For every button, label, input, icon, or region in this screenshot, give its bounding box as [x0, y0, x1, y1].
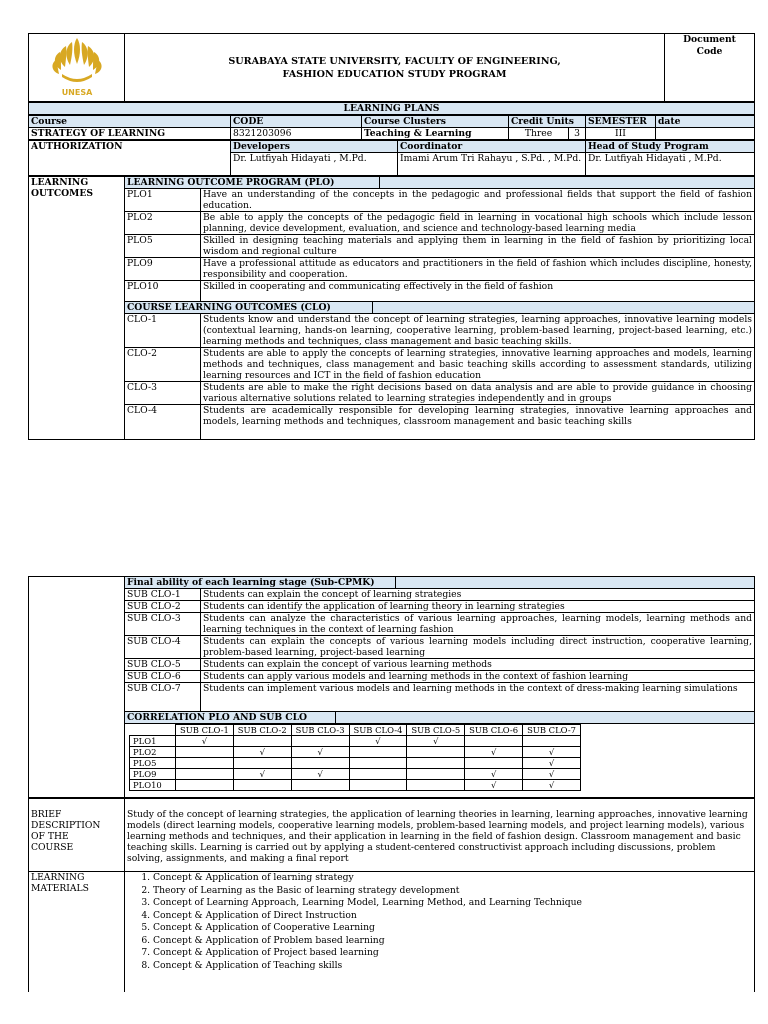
- subclo-text: Students can implement various models and learning methods in the context of dress-making learning simulations: [201, 683, 755, 712]
- plo-heading: LEARNING OUTCOME PROGRAM (PLO): [125, 177, 380, 188]
- plo-text: Skilled in cooperating and communicating effectively in the field of fashion: [201, 281, 755, 302]
- materials-item: 2. Theory of Learning as the Basic of learning strategy development: [153, 885, 752, 898]
- materials-cell: [125, 872, 755, 993]
- corr-mark: √: [523, 780, 581, 791]
- corr-mark: [349, 758, 407, 769]
- header-table: [28, 33, 755, 102]
- subclo-text: Students can identify the application of learning theory in learning strategies: [201, 601, 755, 613]
- corr-mark: [407, 780, 465, 791]
- corr-mark: √: [233, 769, 291, 780]
- corr-mark: [291, 780, 349, 791]
- developers-value: Dr. Lutfiyah Hidayati , M.Pd.: [231, 153, 398, 176]
- clo-text: Students are able to make the right decisions based on data analysis and are able to provide guidance in choosing various alternative solutions related to learning strategies independently and in groups: [201, 382, 755, 405]
- subclo-id: SUB CLO-5: [125, 659, 201, 671]
- subclo-text: Students can apply various models and learning methods in the context of fashion learning: [201, 671, 755, 683]
- materials-item: 6. Concept & Application of Problem based learning: [153, 935, 752, 948]
- head-value: Dr. Lutfiyah Hidayati , M.Pd.: [586, 153, 755, 176]
- corr-mark: [233, 758, 291, 769]
- document-code: [665, 34, 755, 102]
- brief-table: [28, 798, 755, 992]
- doc-code-label: Document: [683, 34, 736, 45]
- outcomes-table: [28, 176, 755, 440]
- corr-mark: √: [233, 747, 291, 758]
- corr-mark: √: [523, 747, 581, 758]
- corr-col-header: SUB CLO-4: [349, 725, 407, 736]
- subclo-id: SUB CLO-1: [125, 589, 201, 601]
- clo-id: CLO-4: [125, 405, 201, 440]
- doc-code-label-2: Code: [696, 46, 723, 57]
- title-line-2: FASHION EDUCATION STUDY PROGRAM: [282, 68, 507, 80]
- materials-list: [127, 872, 752, 972]
- materials-item: 4. Concept & Application of Direct Instruction: [153, 910, 752, 923]
- corr-mark: [349, 780, 407, 791]
- corr-mark: [291, 736, 349, 747]
- brief-label-line: DESCRIPTION: [31, 820, 101, 831]
- brief-label-line: BRIEF: [31, 809, 62, 820]
- corr-col-header: SUB CLO-3: [291, 725, 349, 736]
- corr-mark: [407, 758, 465, 769]
- head-label: Head of Study Program: [586, 141, 755, 153]
- plo-id: PLO10: [125, 281, 201, 302]
- corr-mark: [176, 758, 234, 769]
- subclo-heading-cell: [125, 577, 755, 589]
- subclo-id: SUB CLO-2: [125, 601, 201, 613]
- semester-value: III: [586, 128, 656, 140]
- course-table: [28, 115, 755, 140]
- clo-id: CLO-1: [125, 314, 201, 348]
- corr-mark: √: [407, 736, 465, 747]
- unesa-logo-icon: [42, 34, 112, 98]
- corr-row-plo: PLO1: [130, 736, 176, 747]
- corr-mark: [291, 758, 349, 769]
- plan-title: LEARNING PLANS: [29, 103, 755, 115]
- outcomes-label-line-2: OUTCOMES: [31, 188, 93, 199]
- materials-label: [29, 872, 125, 993]
- semester-label: SEMESTER: [586, 116, 656, 128]
- corr-mark: [349, 747, 407, 758]
- corr-mark: [233, 736, 291, 747]
- subclo-table: [28, 576, 755, 798]
- subclo-left-blank: [29, 577, 125, 798]
- brief-label-line: OF THE: [31, 831, 69, 842]
- coordinator-label: Coordinator: [398, 141, 586, 153]
- plo-id: PLO2: [125, 212, 201, 235]
- materials-item: 3. Concept of Learning Approach, Learning Model, Learning Method, and Learning Technique: [153, 897, 752, 910]
- corr-mark: [465, 758, 523, 769]
- svg-text:UNESA: UNESA: [61, 88, 92, 97]
- correlation-cell: [125, 724, 755, 798]
- title-line-1: SURABAYA STATE UNIVERSITY, FACULTY OF ENGINEERING,: [228, 55, 561, 67]
- subclo-id: SUB CLO-6: [125, 671, 201, 683]
- corr-mark: [176, 747, 234, 758]
- corr-mark: √: [176, 736, 234, 747]
- corr-mark: √: [291, 747, 349, 758]
- course-label: Course: [29, 116, 231, 128]
- corr-mark: [349, 769, 407, 780]
- subclo-text: Students can analyze the characteristics of various learning approaches, learning models, learning methods and learning techniques in the context of learning fashion: [201, 613, 755, 636]
- corr-mark: √: [465, 747, 523, 758]
- corr-mark: √: [465, 769, 523, 780]
- coordinator-value: Imami Arum Tri Rahayu , S.Pd. , M.Pd.: [398, 153, 586, 176]
- clusters-label: Course Clusters: [362, 116, 509, 128]
- corr-mark: [523, 736, 581, 747]
- corr-col-header: SUB CLO-6: [465, 725, 523, 736]
- course-code: 8321203096: [231, 128, 362, 140]
- plo-id: PLO5: [125, 235, 201, 258]
- plo-id: PLO9: [125, 258, 201, 281]
- outcomes-label-line-1: LEARNING: [31, 177, 89, 188]
- subclo-text: Students can explain the concept of various learning methods: [201, 659, 755, 671]
- credit-label: Credit Units: [509, 116, 586, 128]
- corr-mark: √: [291, 769, 349, 780]
- subclo-text: Students can explain the concept of learning strategies: [201, 589, 755, 601]
- materials-item: 8. Concept & Application of Teaching skills: [153, 960, 752, 973]
- corr-row-plo: PLO9: [130, 769, 176, 780]
- materials-label-line: LEARNING: [31, 872, 85, 883]
- clo-text: Students are academically responsible for developing learning strategies, innovative learning approaches and models, learning methods and techniques, classroom management and basic teaching skills: [201, 405, 755, 440]
- date-value: [656, 128, 755, 140]
- corr-mark: √: [465, 780, 523, 791]
- code-label: CODE: [231, 116, 362, 128]
- plo-id: PLO1: [125, 189, 201, 212]
- corr-row-plo: PLO10: [130, 780, 176, 791]
- plan-title-table: [28, 102, 755, 115]
- subclo-id: SUB CLO-4: [125, 636, 201, 659]
- clo-heading-cell: [125, 302, 755, 314]
- date-label: date: [656, 116, 755, 128]
- plo-text: Have a professional attitude as educators and practitioners in the field of fashion which includes discipline, honesty, responsibility and cooperation.: [201, 258, 755, 281]
- corr-mark: √: [523, 758, 581, 769]
- corr-mark: [233, 780, 291, 791]
- corr-col-header: SUB CLO-7: [523, 725, 581, 736]
- corr-row-plo: PLO5: [130, 758, 176, 769]
- subclo-text: Students can explain the concepts of various learning models including direct instruction, cooperative learning, problem-based learning, project-based learning: [201, 636, 755, 659]
- plo-text: Be able to apply the concepts of the pedagogic field in learning in vocational high schools which include lesson planning, device development, evaluation, and science and technology-based learning media: [201, 212, 755, 235]
- correlation-heading-cell: [125, 712, 755, 724]
- clo-id: CLO-3: [125, 382, 201, 405]
- university-title: [125, 34, 665, 102]
- brief-label: [29, 799, 125, 872]
- corr-mark: √: [523, 769, 581, 780]
- materials-item: 5. Concept & Application of Cooperative Learning: [153, 922, 752, 935]
- corr-corner: [130, 725, 176, 736]
- brief-text: Study of the concept of learning strategies, the application of learning theories in learning, learning approaches, innovative learning models (direct learning models, cooperative learning models, problem-based learning models, and project learning models), various learning methods and techniques, and their application in learning in the field of fashion design. Classroom management and basic teaching skills. Learning is carried out by applying a student-centered constructivist approach including discussions, problem solving, assignments, and making a final report: [125, 799, 755, 872]
- corr-mark: [465, 736, 523, 747]
- correlation-matrix: [129, 724, 581, 791]
- corr-col-header: SUB CLO-2: [233, 725, 291, 736]
- clo-id: CLO-2: [125, 348, 201, 382]
- subclo-heading: Final ability of each learning stage (Sub-CPMK): [125, 577, 396, 588]
- subclo-id: SUB CLO-7: [125, 683, 201, 712]
- materials-label-line: MATERIALS: [31, 883, 89, 894]
- learning-outcomes-label: [29, 177, 125, 440]
- plo-text: Have an understanding of the concepts in the pedagogic and professional fields that support the field of fashion education.: [201, 189, 755, 212]
- course-name: STRATEGY OF LEARNING: [29, 128, 231, 140]
- corr-row-plo: PLO2: [130, 747, 176, 758]
- developers-label: Developers: [231, 141, 398, 153]
- corr-mark: [407, 769, 465, 780]
- materials-item: 1. Concept & Application of learning strategy: [153, 872, 752, 885]
- course-cluster: Teaching & Learning: [362, 128, 509, 140]
- corr-mark: √: [349, 736, 407, 747]
- credit-number: 3: [569, 128, 586, 140]
- brief-label-line: COURSE: [31, 842, 74, 853]
- corr-mark: [407, 747, 465, 758]
- clo-heading: COURSE LEARNING OUTCOMES (CLO): [125, 302, 373, 313]
- clo-text: Students are able to apply the concepts of learning strategies, innovative learning approaches and models, learning methods and techniques, class management and basic teaching skills according to assessment standards, utilizing learning resources and ICT in the field of fashion education: [201, 348, 755, 382]
- sub-clo-section: [28, 576, 755, 992]
- plo-text: Skilled in designing teaching materials and applying them in learning in the field of fashion by prioritizing local wisdom and regional culture: [201, 235, 755, 258]
- corr-col-header: SUB CLO-5: [407, 725, 465, 736]
- corr-col-header: SUB CLO-1: [176, 725, 234, 736]
- logo: [29, 34, 125, 102]
- materials-item: 7. Concept & Application of Project based learning: [153, 947, 752, 960]
- clo-text: Students know and understand the concept of learning strategies, learning approaches, innovative learning models (contextual learning, hands-on learning, cooperative learning, problem-based learning, project-based learning, etc.) learning methods and techniques, class management and basic teaching skills.: [201, 314, 755, 348]
- authorization-table: [28, 140, 755, 176]
- authorization-label: AUTHORIZATION: [29, 141, 231, 176]
- corr-mark: [176, 780, 234, 791]
- subclo-id: SUB CLO-3: [125, 613, 201, 636]
- credit-word: Three: [509, 128, 569, 140]
- learning-plan-section: [28, 33, 755, 440]
- plo-heading-cell: [125, 177, 755, 189]
- corr-mark: [176, 769, 234, 780]
- correlation-heading: CORRELATION PLO AND SUB CLO: [125, 712, 336, 723]
